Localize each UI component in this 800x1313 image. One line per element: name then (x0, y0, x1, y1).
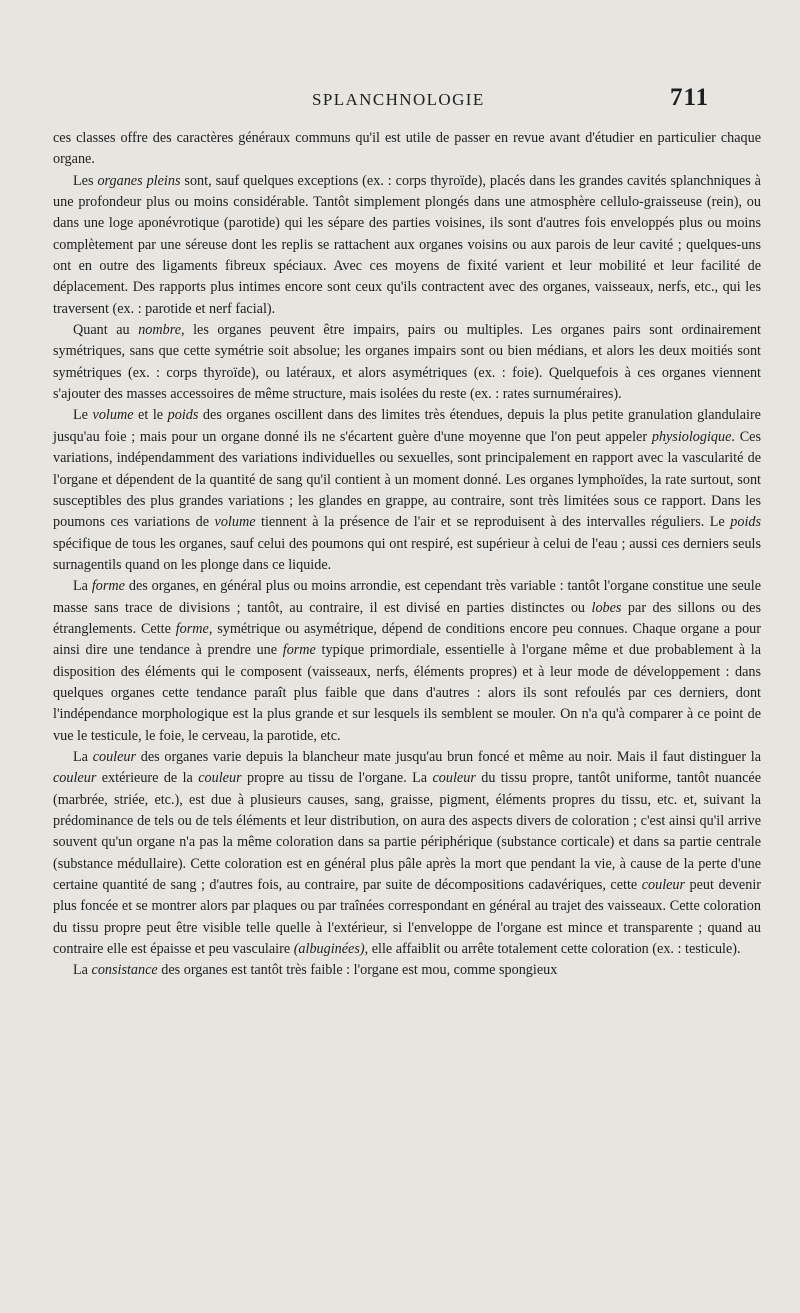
italic-term: forme (175, 620, 209, 637)
italic-term: couleur (53, 770, 97, 787)
italic-term: (albuginées) (293, 941, 365, 958)
paragraph: Quant au nombre, les organes peuvent être impairs, pairs ou multiples. Les organes pairs sont ordinairement symétriques, sans que cette symétrie soit absolue; les organes impairs sont ou bien médians, et alors les deux moitiés sont symétriques (ex. : corps thyroïde), ou latéraux, et alors asymétriques (ex. : foie). Quelquefois à ces organes viennent s'ajouter des masses accessoires de même structure, mais isolées du reste (ex. : rates surnuméraires). (53, 322, 761, 403)
italic-term: couleur (641, 877, 686, 894)
running-head (0, 84, 800, 118)
paragraph: La consistance des organes est tantôt très faible : l'organe est mou, comme spongieux (73, 962, 558, 979)
italic-term: forme (91, 578, 125, 595)
italic-term: couleur (198, 770, 242, 787)
paragraph: La couleur des organes varie depuis la blancheur mate jusqu'au brun foncé et même au noir. Mais il faut distinguer la couleur extérieure de la couleur propre au tissu de l'organe. La couleur du tissu propre, tantôt uniforme, tantôt nuancée (marbrée, striée, etc.), est due à plusieurs causes, sang, graisse, pigment, éléments propres du tissu, etc. et, suivant la prédominance de tels ou de tels éléments et leur distribution, on aura des aspects divers de coloration ; c'est ainsi qu'il arrive souvent qu'un organe n'a pas la même coloration dans sa partie périphérique (substance corticale) et dans sa partie centrale (substance médullaire). Cette coloration est en général plus pâle après la mort que pendant la vie, à cause de la perte d'une certaine quantité de sang ; d'autres fois, au contraire, par suite de décompositions cadavériques, cette couleur peut devenir plus foncée et se montrer alors par plaques ou par traînées correspondant en général au trajet des vaisseaux. Cette coloration du tissu propre peut être visible telle quelle à l'extérieur, si l'enveloppe de l'organe est mince et transparente ; quand au contraire elle est épaisse et peu vasculaire (albuginées), elle affaiblit ou arrête totalement cette coloration (ex. : testicule). (53, 748, 762, 958)
italic-term: volume (92, 407, 134, 424)
italic-term: consistance (91, 962, 158, 979)
italic-term: poids (730, 514, 761, 531)
italic-term: forme (282, 642, 316, 659)
italic-term: poids (167, 407, 199, 424)
italic-term: physiologique (651, 428, 732, 445)
italic-term: lobes (591, 599, 622, 616)
running-title: SPLANCHNOLOGIE (312, 90, 485, 109)
paragraph: Le volume et le poids des organes oscillent dans des limites très étendues, depuis la plus petite granulation glandulaire jusqu'au foie ; mais pour un organe donné ils ne s'écartent guère d'une moyenne que l'on peut appeler physiologique. Ces variations, indépendamment des variations individuelles ou sexuelles, sont principalement en rapport avec la vascularité de l'organe et dépendent de la quantité de sang qu'il contient à un moment donné. Les organes lymphoïdes, la rate surtout, sont susceptibles des plus grandes variations ; les glandes en grappe, au contraire, sont très limitées sous ce rapport. Dans les poumons ces variations de volume tiennent à la présence de l'air et se reproduisent à des intervalles réguliers. Le poids spécifique de tous les organes, sauf celui des poumons qui ont respiré, est supérieur à celui de l'eau ; aussi ces derniers seuls surnagentils quand on les plonge dans ce liquide. (53, 407, 761, 573)
paragraph: La forme des organes, en général plus ou moins arrondie, est cependant très variable : tantôt l'organe constitue une seule masse sans trace de divisions ; tantôt, au contraire, il est divisé en parties distinctes ou lobes par des sillons ou des étranglements. Cette forme, symétrique ou asymétrique, dépend de conditions encore peu connues. Chaque organe a pour ainsi dire une tendance à prendre une forme typique primordiale, essentielle à l'organe même et due probablement à la disposition des éléments qui le composent (vaisseaux, nerfs, éléments propres) et à leur mode de développement : dans quelques organes cette tendance paraît plus faible que dans d'autres : alors ils sont refoulés par ces derniers, dont l'indépendance morphologique est la plus grande et sur lesquels ils semblent se mouler. On n'a qu'à comparer à ce point de vue le testicule, le foie, le cerveau, la parotide, etc. (53, 578, 762, 744)
italic-term: nombre, (138, 322, 185, 339)
italic-term: volume (214, 514, 256, 531)
page-number: 711 (670, 84, 710, 111)
italic-term: organes pleins (97, 172, 181, 189)
paragraph: Les organes pleins sont, sauf quelques exceptions (ex. : corps thyroïde), placés dans les grandes cavités splanchniques à une profondeur plus ou moins considérable. Tantôt simplement plongés dans une atmosphère cellulo-graisseuse (rein), ou dans une loge aponévrotique (parotide) qui les sépare des parties voisines, ils sont d'autres fois enveloppés plus ou moins complètement par une séreuse dont les replis se rattachent aux organes voisins ou aux parois de leur cavité ; quelques-uns ont en outre des ligaments fibreux spéciaux. Avec ces moyens de fixité varient et leur mobilité et leur facilité de déplacement. Des rapports plus intimes encore sont ceux qu'ils contractent avec des organes, vaisseaux, nerfs, etc., qui les traversent (ex. : parotide et nerf facial). (53, 172, 761, 317)
italic-term: couleur (432, 770, 476, 787)
italic-term: couleur (92, 748, 137, 765)
paragraph: ces classes offre des caractères généraux communs qu'il est utile de passer en revue avant d'étudier en particulier chaque organe. (53, 130, 761, 168)
body-text (53, 128, 761, 982)
